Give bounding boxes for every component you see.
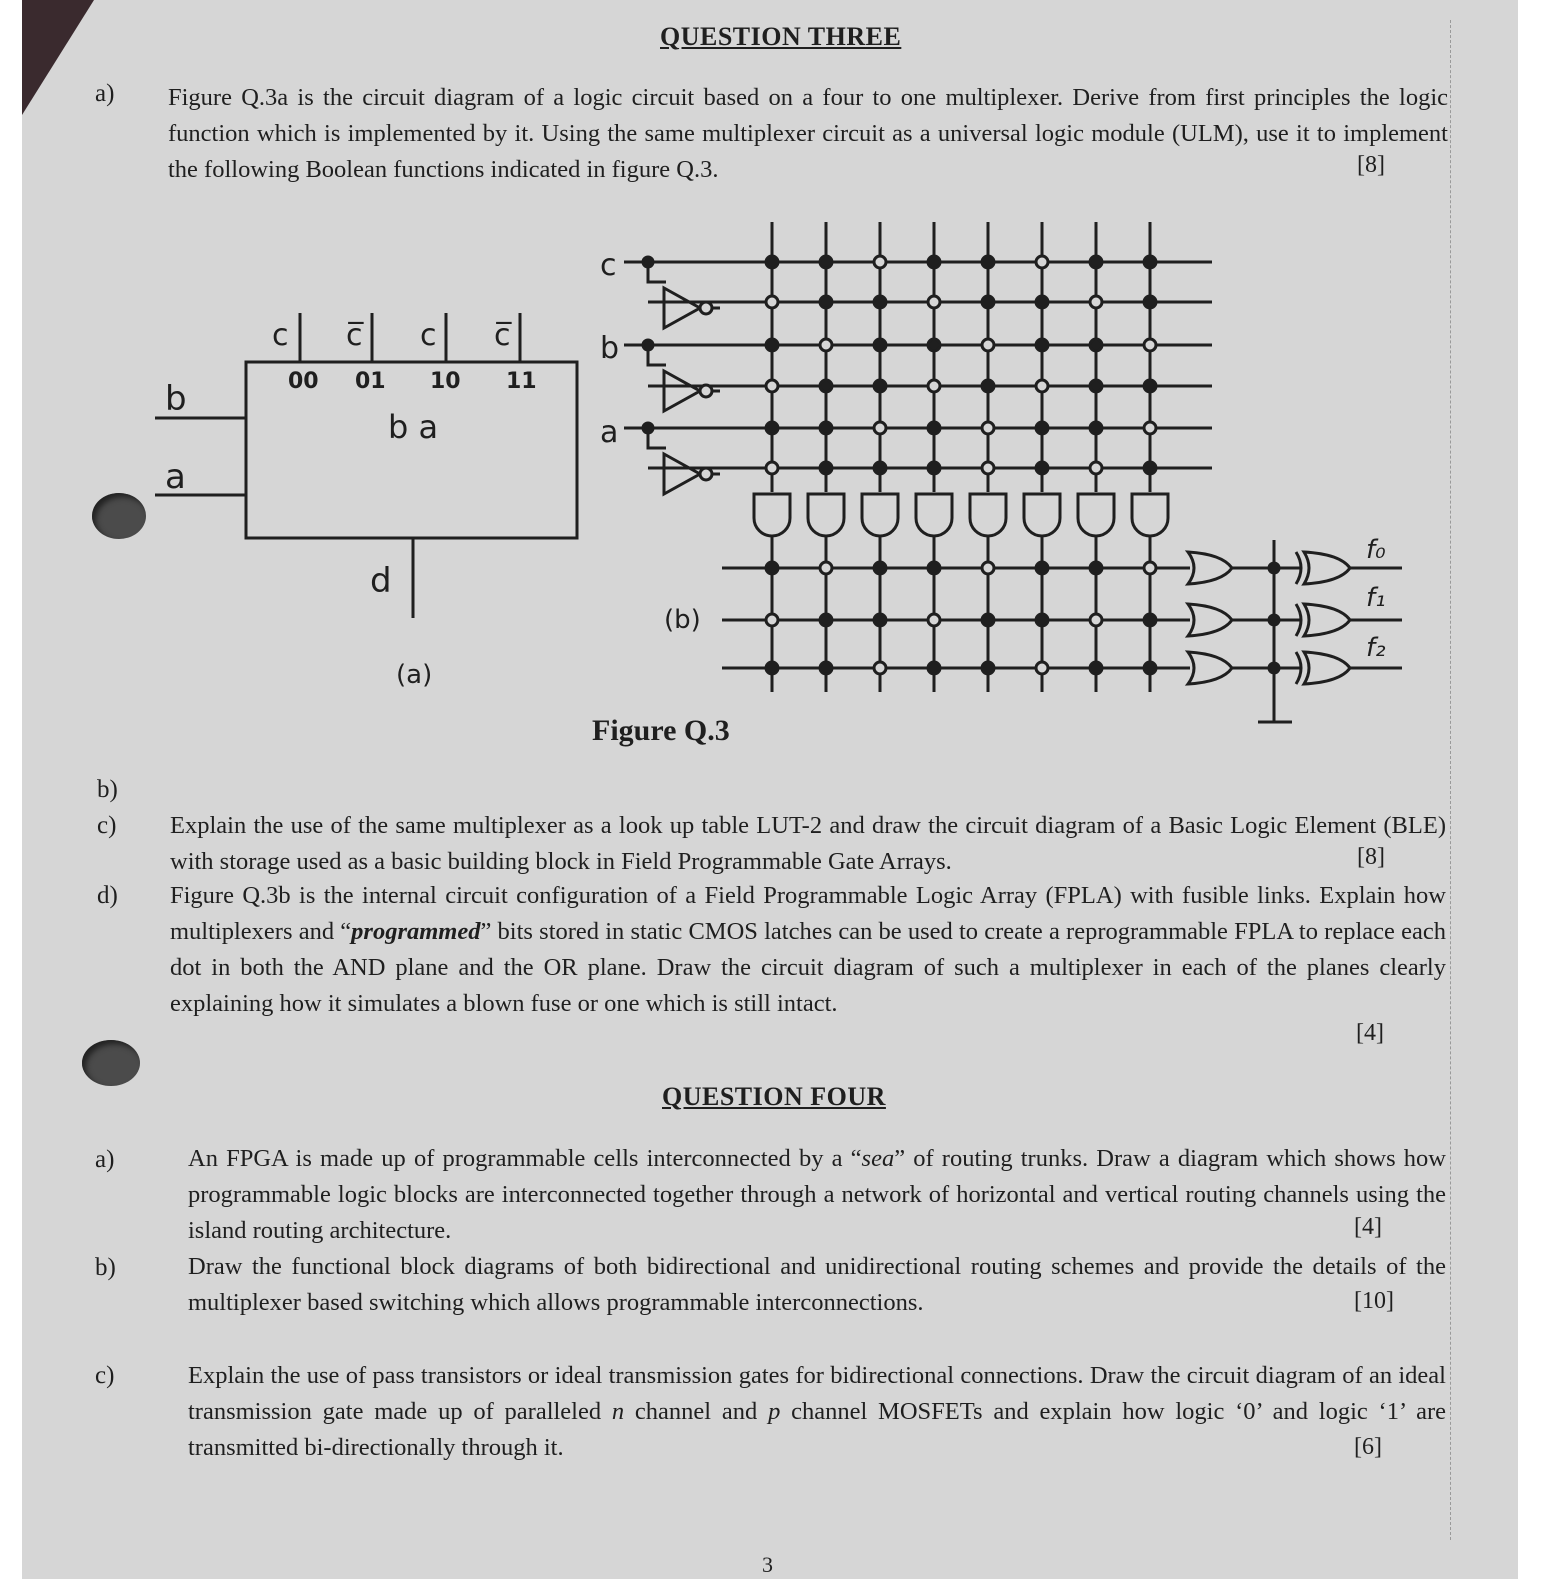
or-gate-2: [1188, 652, 1232, 684]
or-fuse-0-6: [1090, 562, 1102, 574]
q4-a-text-2: ” of routing trunks. Draw a diagram which shows how programmable logic blocks are interconnected together through a network of horizontal and vertical routing channels using the island routing architecture.: [188, 1145, 1446, 1244]
q4-c-n: n: [611, 1398, 625, 1425]
and-fuse-2-2: [874, 339, 886, 351]
and-fuse-3-4: [982, 380, 994, 392]
mux-input-1: c̅: [346, 318, 363, 353]
or-gate-1: [1188, 604, 1232, 636]
or-fuse-1-3: [928, 614, 940, 626]
inverter-bubble-0: [700, 302, 712, 314]
q3-a-text: Figure Q.3a is the circuit diagram of a logic circuit based on a four to one multiplexer. Derive from first principles the logic function which is implemented by it. Using the same multiplexer circuit as a universal logic module (ULM), use it to implement the following Boolean functions indicated in figure Q.3.: [168, 84, 1448, 183]
and-fuse-2-0: [766, 339, 778, 351]
or-fuse-1-7: [1144, 614, 1156, 626]
and-fuse-4-5: [1036, 422, 1048, 434]
or-fuse-1-0: [766, 614, 778, 626]
mux-left-b: b: [165, 379, 187, 419]
and-gate-1: [808, 494, 844, 536]
q4-b-marks: [10]: [1354, 1288, 1394, 1314]
and-fuse-1-4: [982, 296, 994, 308]
and-fuse-0-7: [1144, 256, 1156, 268]
q3-d-em: programmed: [351, 918, 481, 945]
or-fuse-0-1: [820, 562, 832, 574]
q4-c-marks: [6]: [1354, 1434, 1382, 1460]
and-fuse-1-7: [1144, 296, 1156, 308]
q3-d-text-1: Figure Q.3b is the internal circuit configuration of a Field Programmable Logic Array (FPLA) with fusible links. Explain how multiplexers and “: [170, 882, 1446, 945]
mux-code-3: 11: [506, 369, 537, 394]
and-fuse-3-5: [1036, 380, 1048, 392]
figure-caption: Figure Q.3: [592, 714, 730, 747]
q3-a-marks: [8]: [1357, 152, 1385, 178]
and-fuse-2-5: [1036, 339, 1048, 351]
and-fuse-0-6: [1090, 256, 1102, 268]
and-fuse-0-5: [1036, 256, 1048, 268]
mux-code-1: 01: [355, 369, 386, 394]
or-fuse-0-0: [766, 562, 778, 574]
and-fuse-2-3: [928, 339, 940, 351]
torn-corner: [22, 0, 94, 115]
and-fuse-0-0: [766, 256, 778, 268]
and-fuse-5-3: [928, 462, 940, 474]
or-fuse-2-0: [766, 662, 778, 674]
or-fuse-0-7: [1144, 562, 1156, 574]
and-fuse-1-0: [766, 296, 778, 308]
and-fuse-2-6: [1090, 339, 1102, 351]
and-fuse-3-1: [820, 380, 832, 392]
and-fuse-4-1: [820, 422, 832, 434]
mux-output-d: d: [370, 561, 392, 601]
and-fuse-3-0: [766, 380, 778, 392]
q4-c-p: p: [768, 1398, 781, 1425]
inverter-tri-2: [664, 454, 700, 494]
punch-hole-bottom: [82, 1040, 140, 1086]
and-fuse-5-5: [1036, 462, 1048, 474]
and-fuse-5-1: [820, 462, 832, 474]
inverter-bubble-1: [700, 385, 712, 397]
q4-a-text: [188, 1141, 1446, 1249]
question-three-title: QUESTION THREE: [660, 22, 902, 51]
or-fuse-2-6: [1090, 662, 1102, 674]
and-fuse-4-7: [1144, 422, 1156, 434]
q3-c-label: c): [97, 812, 117, 839]
and-fuse-1-3: [928, 296, 940, 308]
inverter-tri-1: [664, 371, 700, 411]
xor-gate-0: [1304, 552, 1350, 584]
fpla-input-b: b: [600, 331, 620, 366]
xor-gate-1: [1304, 604, 1350, 636]
mux-left-a: a: [165, 457, 186, 497]
fpla-output-f1: f₁: [1366, 583, 1386, 613]
or-fuse-1-4: [982, 614, 994, 626]
or-fuse-2-3: [928, 662, 940, 674]
fpla-input-a: a: [600, 415, 619, 450]
and-fuse-4-4: [982, 422, 994, 434]
q4-a-text-1: An FPGA is made up of programmable cells interconnected by a “: [188, 1145, 862, 1172]
and-fuse-3-2: [874, 380, 886, 392]
and-fuse-5-7: [1144, 462, 1156, 474]
or-fuse-2-2: [874, 662, 886, 674]
or-gate-0: [1188, 552, 1232, 584]
and-gate-4: [970, 494, 1006, 536]
or-fuse-0-2: [874, 562, 886, 574]
q4-c-text-1: Explain the use of pass transistors or ideal transmission gates for bidirectional connections. Draw the circuit diagram of an ideal transmission gate made up of paralleled: [188, 1362, 1446, 1425]
and-fuse-1-2: [874, 296, 886, 308]
fpla-output-f0: f₀: [1366, 535, 1386, 565]
fpla-diagram: [624, 222, 1402, 722]
q4-b-label: b): [95, 1254, 116, 1281]
q4-c-label: c): [95, 1362, 115, 1389]
q4-c-text-2: channel MOSFETs and explain how logic ‘0’ and logic ‘1’ are transmitted bi-directionally through it.: [188, 1398, 1446, 1461]
and-fuse-2-7: [1144, 339, 1156, 351]
q4-a-marks: [4]: [1354, 1214, 1382, 1240]
xor-gate-2: [1304, 652, 1350, 684]
or-fuse-1-5: [1036, 614, 1048, 626]
inverter-tri-0: [664, 288, 700, 328]
or-fuse-2-7: [1144, 662, 1156, 674]
and-gate-3: [916, 494, 952, 536]
and-fuse-3-6: [1090, 380, 1102, 392]
mux-input-0: c: [272, 318, 289, 353]
or-fuse-2-5: [1036, 662, 1048, 674]
or-fuse-0-3: [928, 562, 940, 574]
and-fuse-0-2: [874, 256, 886, 268]
and-fuse-1-5: [1036, 296, 1048, 308]
and-gate-7: [1132, 494, 1168, 536]
and-gate-5: [1024, 494, 1060, 536]
and-fuse-5-4: [982, 462, 994, 474]
and-fuse-3-3: [928, 380, 940, 392]
page-number: 3: [762, 1552, 773, 1577]
or-fuse-2-4: [982, 662, 994, 674]
and-fuse-4-2: [874, 422, 886, 434]
and-fuse-5-2: [874, 462, 886, 474]
or-fuse-1-1: [820, 614, 832, 626]
q4-c-text: [188, 1358, 1446, 1466]
q4-a-label: a): [95, 1146, 115, 1173]
and-fuse-1-6: [1090, 296, 1102, 308]
q3-d-text-2: ” bits stored in static CMOS latches can be used to create a reprogrammable FPLA to replace each dot in both the AND plane and the OR plane. Draw the circuit diagram of such a multiplexer in each of the planes clearly explaining how it simulates a blown fuse or one which is still intact.: [170, 918, 1446, 1017]
and-gate-2: [862, 494, 898, 536]
mux-select-label: b a: [388, 408, 439, 446]
and-gate-0: [754, 494, 790, 536]
and-fuse-0-4: [982, 256, 994, 268]
and-fuse-4-0: [766, 422, 778, 434]
mux-diagram: [155, 313, 577, 618]
and-fuse-2-1: [820, 339, 832, 351]
mux-code-2: 10: [430, 369, 461, 394]
q3-c-text: Explain the use of the same multiplexer as a look up table LUT-2 and draw the circuit diagram of a Basic Logic Element (BLE) with storage used as a basic building block in Field Programmable Gate Arrays.: [170, 812, 1446, 875]
q3-d-text: [170, 878, 1446, 1022]
q3-d-marks: [4]: [1356, 1020, 1384, 1046]
or-fuse-1-2: [874, 614, 886, 626]
and-fuse-0-3: [928, 256, 940, 268]
mux-code-0: 00: [288, 369, 319, 394]
question-four-title: QUESTION FOUR: [662, 1082, 886, 1111]
and-gate-6: [1078, 494, 1114, 536]
mux-input-3: c̅: [494, 318, 511, 353]
q3-a-label: a): [95, 80, 115, 107]
q3-d-label: d): [97, 882, 118, 909]
fpla-sublabel: (b): [664, 605, 701, 635]
and-fuse-4-6: [1090, 422, 1102, 434]
mux-sublabel: (a): [396, 660, 433, 690]
q3-b-label: b): [97, 776, 118, 803]
mux-input-2: c: [420, 318, 437, 353]
or-fuse-0-4: [982, 562, 994, 574]
q4-b-text: Draw the functional block diagrams of both bidirectional and unidirectional routing schemes and provide the details of the multiplexer based switching which allows programmable interconnections.: [188, 1253, 1446, 1316]
or-fuse-1-6: [1090, 614, 1102, 626]
or-fuse-2-1: [820, 662, 832, 674]
or-fuse-0-5: [1036, 562, 1048, 574]
and-fuse-0-1: [820, 256, 832, 268]
q4-c-text-mid: channel and: [624, 1398, 769, 1425]
and-fuse-5-0: [766, 462, 778, 474]
inverter-bubble-2: [700, 468, 712, 480]
fpla-output-f2: f₂: [1366, 633, 1386, 663]
figure-q3: [0, 200, 1549, 770]
and-fuse-5-6: [1090, 462, 1102, 474]
fpla-input-c: c: [600, 248, 617, 283]
and-fuse-1-1: [820, 296, 832, 308]
and-fuse-3-7: [1144, 380, 1156, 392]
and-fuse-4-3: [928, 422, 940, 434]
q3-c-marks: [8]: [1357, 844, 1385, 870]
q4-a-em: sea: [861, 1145, 895, 1172]
and-fuse-2-4: [982, 339, 994, 351]
